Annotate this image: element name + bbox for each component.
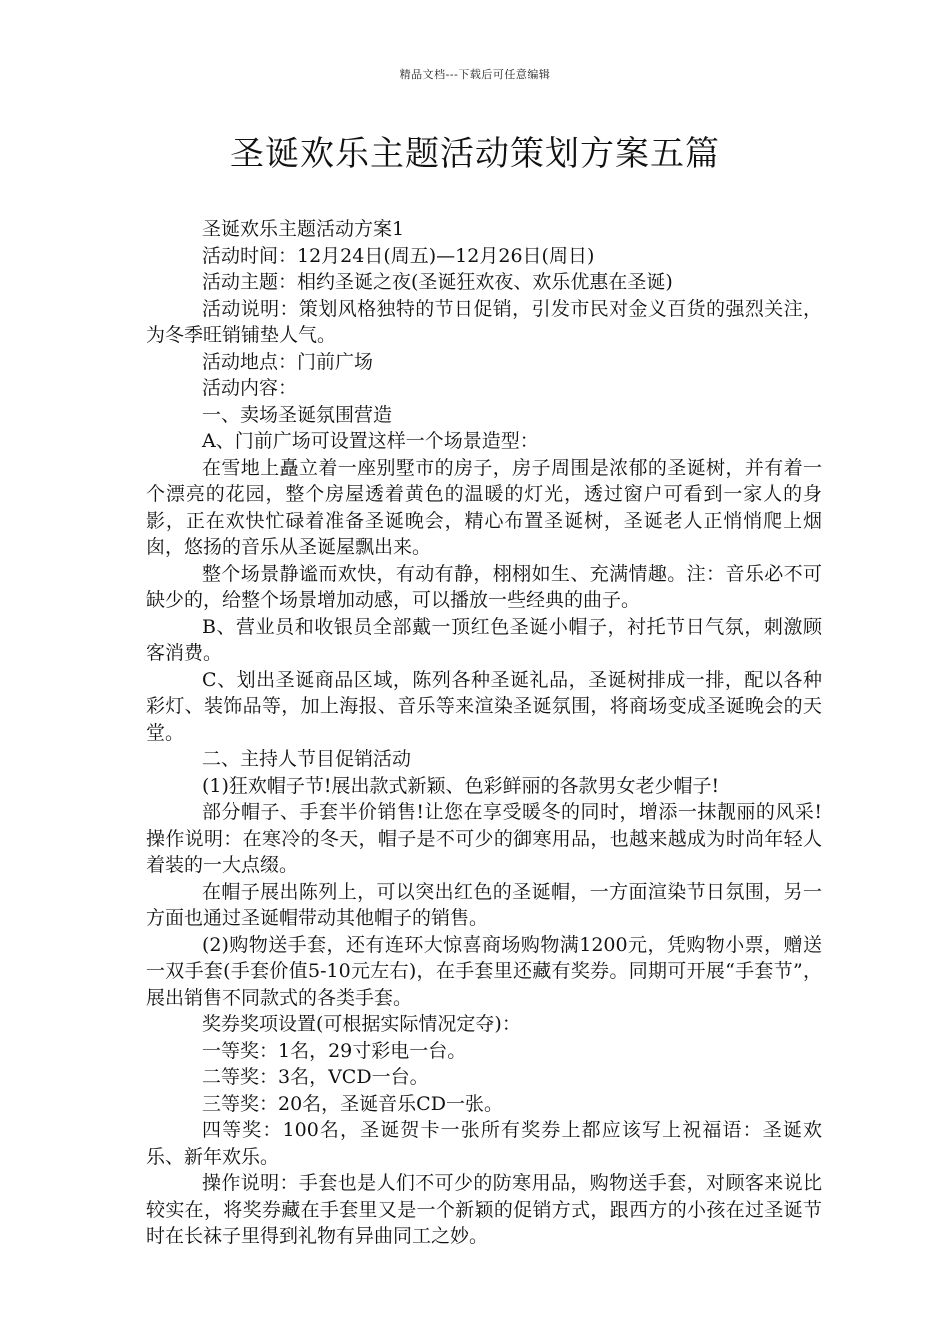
paragraph: 整个场景静谧而欢快，有动有静，栩栩如生、充满情趣。注：音乐必不可缺少的，给整个场景增加动感，可以播放一些经典的曲子。 bbox=[146, 562, 822, 611]
paragraph: B、营业员和收银员全部戴一顶红色圣诞小帽子，衬托节日气氛，刺激顾客消费。 bbox=[146, 615, 822, 664]
paragraph: 活动内容： bbox=[202, 377, 298, 399]
paragraph: 活动地点：门前广场 bbox=[202, 350, 374, 373]
paragraph: 部分帽子、手套半价销售!让您在享受暖冬的同时，增添一抹靓丽的风采!操作说明：在寒冷的冬天，帽子是不可少的御寒用品，也越来越成为时尚年轻人着装的一大点缀。 bbox=[146, 801, 822, 876]
paragraph: 二等奖：3名，VCD一台。 bbox=[202, 1066, 429, 1088]
paragraph: 一等奖：1名，29寸彩电一台。 bbox=[202, 1039, 467, 1062]
paragraph: 二、主持人节目促销活动 bbox=[202, 748, 412, 770]
paragraph: 四等奖：100名，圣诞贺卡一张所有奖券上都应该写上祝福语：圣诞欢乐、新年欢乐。 bbox=[146, 1119, 822, 1168]
paragraph: 圣诞欢乐主题活动方案1 bbox=[202, 218, 405, 240]
paragraph: 活动时间：12月24日(周五)—12月26日(周日) bbox=[202, 244, 595, 267]
paragraph: 活动说明：策划风格独特的节日促销，引发市民对金义百货的强烈关注，为冬季旺销铺垫人气。 bbox=[146, 297, 822, 346]
paragraph: 活动主题：相约圣诞之夜(圣诞狂欢夜、欢乐优惠在圣诞) bbox=[202, 271, 673, 293]
document-body bbox=[146, 216, 822, 1250]
paragraph: 一、卖场圣诞氛围营造 bbox=[202, 403, 393, 426]
paragraph: (1)狂欢帽子节!展出款式新颖、色彩鲜丽的各款男女老少帽子! bbox=[202, 774, 720, 797]
paragraph: 操作说明：手套也是人们不可少的防寒用品，购物送手套，对顾客来说比较实在，将奖券藏在手套里又是一个新颖的促销方式，跟西方的小孩在过圣诞节时在长袜子里得到礼物有异曲同工之妙。 bbox=[146, 1172, 822, 1247]
paragraph: 在帽子展出陈列上，可以突出红色的圣诞帽，一方面渲染节日氛围，另一方面也通过圣诞帽带动其他帽子的销售。 bbox=[146, 880, 822, 929]
paragraph: C、划出圣诞商品区域，陈列各种圣诞礼品，圣诞树排成一排，配以各种彩灯、装饰品等，加上海报、音乐等来渲染圣诞氛围，将商场变成圣诞晚会的天堂。 bbox=[146, 668, 822, 744]
paragraph: A、门前广场可设置这样一个场景造型： bbox=[202, 430, 539, 452]
document-title: 圣诞欢乐主题活动策划方案五篇 bbox=[230, 134, 720, 174]
paragraph: 在雪地上矗立着一座别墅市的房子，房子周围是浓郁的圣诞树，并有着一个漂亮的花园，整个房屋透着黄色的温暖的灯光，透过窗户可看到一家人的身影，正在欢快忙碌着准备圣诞晚会，精心布置圣诞树，圣诞老人正悄悄爬上烟囱，悠扬的音乐从圣诞屋飘出来。 bbox=[146, 456, 822, 558]
paragraph: (2)购物送手套，还有连环大惊喜商场购物满1200元，凭购物小票，赠送一双手套(手套价值5-10元左右)，在手套里还藏有奖券。同期可开展“手套节”，展出销售不同款式的各类手套。 bbox=[146, 933, 822, 1009]
paragraph: 三等奖：20名，圣诞音乐CD一张。 bbox=[202, 1092, 503, 1115]
paragraph: 奖券奖项设置(可根据实际情况定夺)： bbox=[202, 1013, 521, 1035]
header-note: 精品文档---下载后可任意编辑 bbox=[399, 68, 551, 81]
